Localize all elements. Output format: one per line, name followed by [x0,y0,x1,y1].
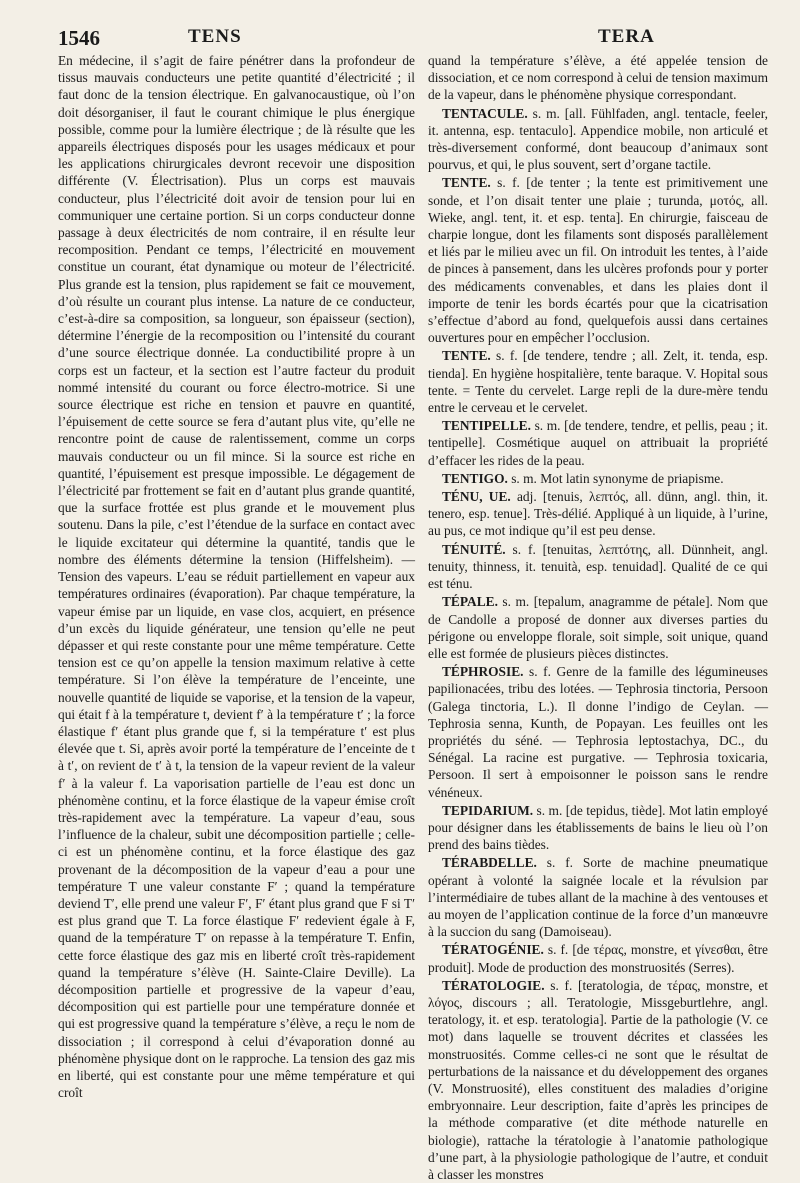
headword: TÉPALE. [442,594,498,610]
entry-tenu: TÉNU, UE. adj. [tenuis, λεπτός, all. dünn, angl. thin, it. tenero, esp. tenue]. Très-délié. Appliqué à un liquide, à l’urine, au pus, ce mot indique qu’il est peu dense. [428,489,768,539]
entry-tephrosie: TÉPHROSIE. s. f. Genre de la famille des légumineuses papilionacées, tribu des lotées. — Tephrosia tinctoria, Persoon (Galega tinctoria, L.). Il donne l’indigo de Ceylan. — Tephrosia senna, Kunth, de Popayan. Les feuilles ont les propriétés du séné. — Tephrosia leptostachya, DC., du Sénégal. La racine est purgative. — Tephrosia toxicaria, Persoon. Il sert à empoisonner le poisson sans le rendre vénéneux. [428,664,768,800]
tension-continuation: En médecine, il s’agit de faire pénétrer dans la profondeur de tissus mauvais conducteurs une petite quantité d’électricité ; il faut donc de la tension électrique. En galvanocaustique, où l’on doit désorganiser, il faut le courant chimique le plus énergique possible, comme pour la lumière électrique ; de là résulte que les appareils électriques disposés pour les usages médicaux et pour les applications chirurgicales devront recevoir une disposition différente (V. Électrisation). Plus un corps est mauvais conducteur, plus l’électricité doit avoir de tension pour lui en communiquer une certaine portion. Si un corps conducteur donne passage à deux électricités de nom contraire, il en résulte leur recomposition. Pendant ce temps, l’électricité en mouvement constitue un courant, état dynamique ou moteur de l’électricité. Plus grande est la tension, plus rapidement se fait ce mouvement, d’où résulte un courant plus intense. La nature de ce conducteur, c’est-à-dire sa composition, sa longueur, son épaisseur (section), détermine l’énergie de la recomposition ou l’intensité du courant d’une source électrique donnée. La conductibilité propre à un corps est un facteur, et la section est l’autre facteur du produit nommé intensité du courant ou force électro-motrice. Si une source électrique est riche en tension et pauvre en quantité, l’épuisement de cette source se fera d’autant plus vite, qu’elle ne rencontre point de cause de ralentissement, comme un corps mauvais conducteur ou un fil mince. Si la source est riche en quantité, l’épuisement est presque impossible. Le dégagement de l’électricité par frottement se fait en d’autant plus grande quantité, que la surface frottée est plus grande et le mouvement plus soutenu. Dans la pile, c’est l’étendue de la surface en contact avec le liquide excitateur qui détermine la quantité, tandis que le nombre des éléments détermine la tension (Hiffelsheim). — Tension des vapeurs. L’eau se réduit partiellement en vapeur aux températures ordinaires (évaporation). Par chaque température, la vapeur émise par un liquide, en vase clos, acquiert, en présence d’un excès du liquide générateur, une tension qu’elle ne peut dépasser et qui reste constante pour une même température. Cette tension est ce qu’on appelle la tension maximum relative à cette température. Si l’on élève la température de l’enceinte, une nouvelle quantité de liquide se vaporise, et la tension de la vapeur, qui était f à la température t, devient f′ à la température t′ ; la force élastique f′ étant plus grande que f, si la température t′ est plus élevée que t. Si, après avoir porté la température de l’enceinte de t à t′, on revient de t′ à t, la tension de la vapeur revient de la valeur f′ à la valeur f. La vaporisation partielle de l’eau est donc un phénomène continu, et la force élastique de la vapeur émise croît très-rapidement avec la température. La vapeur d’eau, sous l’influence de la chaleur, subit une décomposition partielle ; celle-ci est un phénomène continu, et la force élastique des gaz provenant de la décomposition de la vapeur d’eau a pour une température T une valeur constante F′ ; quand la température deviend T′, elle prend une valeur F′, F′ étant plus grand que F si T′ est plus grand que T. La force élastique F′ redevient égale à F, quand de la température T′ on repasse à la température T. Enfin, cette force élastique des gaz mis en liberté croît très-rapidement quand la température s’élève (H. Sainte-Claire Deville). La décomposition partielle et progressive de la vapeur d’eau, décomposition qui est partielle pour une température donnée et qui est progressive quand la température s’élève, a reçu le nom de dissociation ; il correspond à celui d’évaporation donné au phénomène physique dont on le rapproche. La tension des gaz mis en liberté, qui est constante pour une même température et qui croît [58,53,415,1101]
right-column [428,52,768,1182]
entry-tenuite: TÉNUITÉ. s. f. [tenuitas, λεπτότης, all. Dünnheit, angl. tenuity, thinness, it. tenuità, esp. tenuidad]. Qualité de ce qui est ténu. [428,541,768,592]
entry-tepidarium: TEPIDARIUM. s. m. [de tepidus, tiède]. Mot latin employé pour désigner dans les établissements de bains le lieu où l’on prend des bains tièdes. [428,802,768,853]
entry-tente-1: TENTE. s. f. [de tenter ; la tente est primitivement une sonde, et l’on disait tenter une plaie ; turunda, μοτός, all. Wieke, angl. tent, it. et esp. tenta]. En chirurgie, faisceau de charpie longue, dont les filaments sont disposés parallèlement et liés par le milieu avec un fil. On introduit les tentes, à l’aide de pinces à pansement, dans les ulcères profonds pour y porter des médicaments convenables, et dans les plaies dont il importe de tenir les bords écartés pour que la cicatrisation s’effectue d’abord au fond, quelquefois aussi dans certaines ouvertures pour en empêcher l’occlusion. [428,175,768,346]
tension-continuation-end: quand la température s’élève, a été appelée tension de dissociation, et ce nom correspond à celui de tension maximum de la vapeur, dans le phénomène physique correspondant. [428,53,768,103]
entry-tepale: TÉPALE. s. m. [tepalum, anagramme de pétale]. Nom que de Candolle a proposé de donner aux diverses parties du périgone ou enveloppe florale, soit simple, soit unique, quand elle est formée de plusieurs pièces distinctes. [428,594,768,661]
headword: TENTACULE. [442,105,528,121]
entry-tentigo: TENTIGO. s. m. Mot latin synonyme de priapisme. [442,470,724,486]
entry-tente-2: TENTE. s. f. [de tendere, tendre ; all. Zelt, it. tenda, esp. tienda]. En hygiène hospitalière, tente baraque. V. Hopital sous tente. = Tente du cervelet. Large repli de la dure-mère tendu entre le cerveau et le cervelet. [428,348,768,416]
headword: TÉRABDELLE. [442,855,537,871]
entry-teratogenie: TÉRATOGÉNIE. s. f. [de τέρας, monstre, et γίνεσθαι, être produit]. Mode de production des monstruosités (Serres). [428,942,768,975]
headword: TÉPHROSIE. [442,664,524,680]
headword: TÉNUITÉ. [442,541,506,557]
headword: TÉRATOLOGIE. [442,977,545,993]
entry-terabdelle: TÉRABDELLE. s. f. Sorte de machine pneumatique opérant à volonté la saignée locale et la révulsion par l’intermédiaire de tubes allant de la machine à des ventouses et au moyen de l’application continue de la force d’un manœuvre à la succion du sang (Damoiseau). [428,855,768,940]
entry-tentipelle: TENTIPELLE. s. m. [de tendere, tendre, et pellis, peau ; it. tentipelle]. Cosmétique auquel on attribuait la propriété d’effacer les rides de la peau. [428,418,768,468]
entry-teratologie: TÉRATOLOGIE. s. f. [teratologia, de τέρας, monstre, et λόγος, discours ; all. Teratologie, Missgeburtlehre, angl. teratology, it. et esp. teratologia]. Partie de la pathologie (V. ce mot) dans laquelle se trouvent décrites et classées les monstruosités. Comme celles-ci ne sont que le résultat de perturbations de la naissance et du développement des organes (V. Monstruosité), elles constituent des maladies d’origine embryonnaire. Leur description, faite d’après les principes de la méthode comparative (et dite méthode naturelle en biologie), rattache la tératologie à l’anatomie pathologique d’une part, à la physiologie pathologique de l’autre, et conduit à classer les monstres [428,977,768,1182]
running-header [58,22,760,52]
headword: TEPIDARIUM. [442,802,534,818]
left-column [58,52,415,1130]
headword: TÉNU, UE. [442,489,511,505]
right-guide-word: TERA [598,26,655,47]
headword: TENTIPELLE. [442,418,531,434]
left-guide-word: TENS [188,26,242,47]
headword: TÉRATOGÉNIE. [442,942,544,958]
headword: TENTIGO. [442,470,508,486]
page-number: 1546 [58,26,100,50]
headword: TENTE. [442,348,491,364]
headword: TENTE. [442,175,491,191]
entry-tentacule: TENTACULE. s. m. [all. Fühlfaden, angl. tentacle, feeler, it. antenna, esp. tentaculo]. Appendice mobile, non articulé et très-diversement conformé, dont beaucoup d’animaux sont pourvus, et qui, le plus souvent, sert d’organe tactile. [428,105,768,173]
